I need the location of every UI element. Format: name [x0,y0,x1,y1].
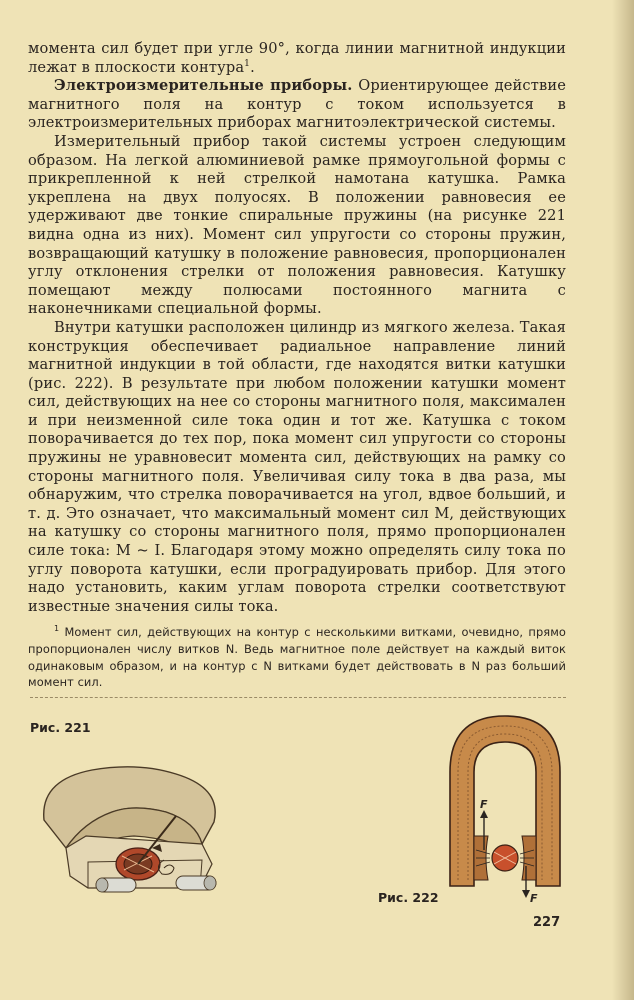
force-label-bottom: F [530,892,538,905]
footnote-ref: 1 [244,58,251,69]
paragraph-1: момента сил будет при угле 90°, когда линии магнитной индукции лежат в плоскости контура$^1$. [28,40,566,76]
footnote-mark: 1 [54,624,60,634]
paragraph-2: Электроизмерительные приборы. Ориентирующее действие магнитного поля на контур с током используется в электроизмерительных приборах магнитоэлектрической системы. [28,77,566,132]
section-heading: Электроизмерительные приборы. [54,77,353,95]
figure-222-caption: Рис. 222 [378,890,439,905]
footnote: $^1$ Момент сил, действующих на контур с несколькими витками, очевидно, прямо пропорционален числу витков N. Ведь магнитное поле действует на каждый виток одинаковым образом, и на контур с N витками будет действовать в N раз больший момент сил. [28,624,566,690]
force-label-top: F [480,798,488,811]
page-number: 227 [533,915,561,930]
divider-rule [30,697,566,698]
figure-221-caption: Рис. 221 [30,720,91,735]
figure-221-instrument [26,752,238,900]
figure-222-magnet-section [440,710,570,908]
paragraph-3: Измерительный прибор такой системы устроен следующим образом. На легкой алюминиевой рамке прямоугольной формы с прикрепленной к ней стрелкой намотана катушка. Рамка укреплена на двух полуосях. В положении равновесия ее удерживают две тонкие спиральные пружины (на рисунке 221 видна одна из них). Момент сил упругости со стороны пружин, возвращающий катушку в положение равновесия, пропорционален углу отклонения стрелки от положения равновесия. Катушку помещают между полюсами постоянного магнита с наконечниками специальной формы. [28,132,566,318]
paragraph-4: Внутри катушки расположен цилиндр из мягкого железа. Такая конструкция обеспечивает радиальное направление линий магнитной индукции в той области, где находятся витки катушки (рис. 222). В результате при любом положении катушки момент сил, действующих на нее со стороны магнитного поля, максимален и при неизменной силе тока один и тот же. Катушка с током поворачивается до тех пор, пока момент сил упругости со стороны пружины не уравновесит момента сил, действующих на рамку со стороны магнитного поля. Увеличивая силу тока в два раза, мы обнаружим, что стрелка поворачивается на угол, вдвое больший, и т. д. Это означает, что максимальный момент сил M, действующих на катушку со стороны магнитного поля, прямо пропорционален силе тока: M ~ I. Благодаря этому можно определять силу тока по углу поворота катушки, если проградуировать прибор. Для этого надо установить, каким углам поворота стрелки соответствуют известные значения силы тока. [28,318,566,615]
main-text [28,40,566,691]
page-edge-shadow [612,0,634,1000]
